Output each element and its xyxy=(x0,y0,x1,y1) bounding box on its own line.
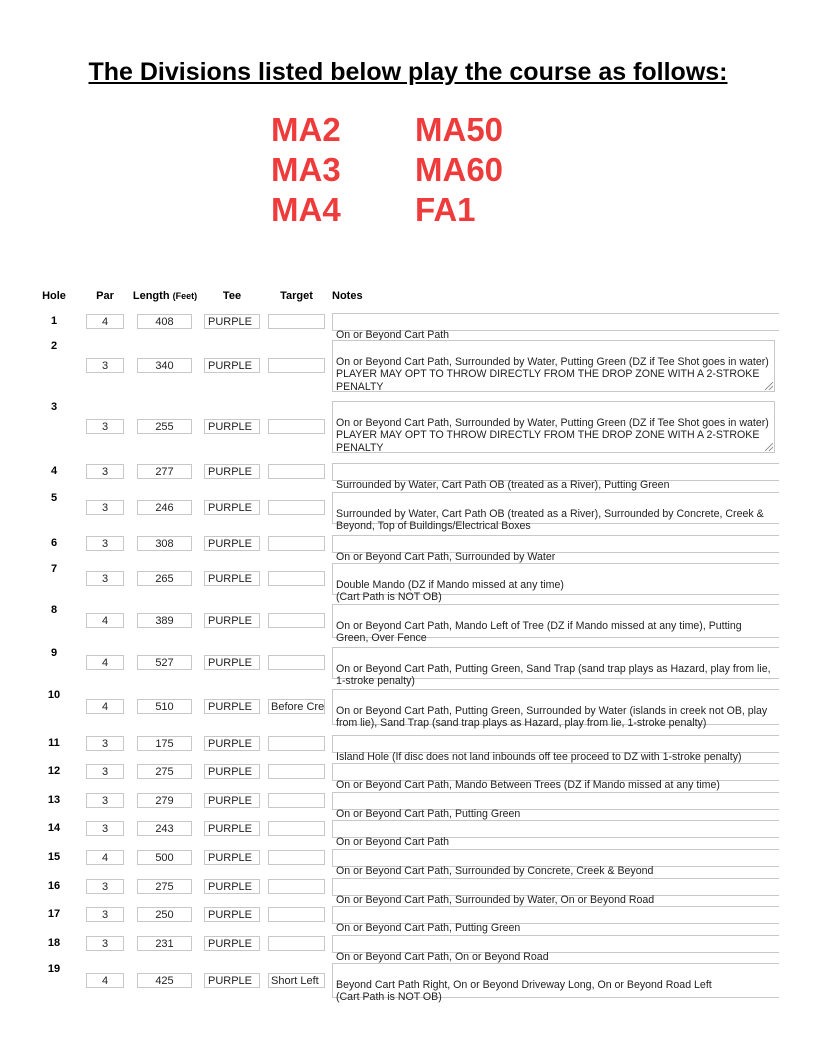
length-field[interactable]: 527 xyxy=(137,655,192,670)
length-field[interactable]: 277 xyxy=(137,464,192,479)
tee-field[interactable]: PURPLE xyxy=(204,314,260,329)
target-field[interactable] xyxy=(268,907,325,922)
notes-field[interactable] xyxy=(332,906,779,934)
notes-field[interactable] xyxy=(332,340,775,392)
target-field[interactable] xyxy=(268,736,325,751)
length-field[interactable]: 275 xyxy=(137,879,192,894)
tee-field[interactable]: PURPLE xyxy=(204,850,260,865)
length-field[interactable]: 243 xyxy=(137,821,192,836)
par-field[interactable]: 3 xyxy=(86,736,124,751)
length-field[interactable]: 500 xyxy=(137,850,192,865)
hole-number: 10 xyxy=(47,689,61,701)
length-field[interactable]: 250 xyxy=(137,907,192,922)
par-field[interactable]: 4 xyxy=(86,613,124,628)
tee-field[interactable]: PURPLE xyxy=(204,358,260,373)
target-field[interactable] xyxy=(268,655,325,670)
target-field[interactable] xyxy=(268,536,325,551)
length-field[interactable]: 175 xyxy=(137,736,192,751)
length-field[interactable]: 510 xyxy=(137,699,192,714)
hole-number: 4 xyxy=(50,465,58,477)
table-row xyxy=(0,849,816,877)
tee-field[interactable]: PURPLE xyxy=(204,699,260,714)
par-field[interactable]: 3 xyxy=(86,464,124,479)
notes-text: On or Beyond Cart Path, Surrounded by Water, On or Beyond Road xyxy=(336,893,655,906)
column-header-tee: Tee xyxy=(222,290,242,302)
tee-field[interactable]: PURPLE xyxy=(204,736,260,751)
notes-text: On or Beyond Cart Path, Surrounded by Concrete, Creek & Beyond xyxy=(336,864,654,877)
par-field[interactable]: 4 xyxy=(86,850,124,865)
divisions-left xyxy=(271,110,341,230)
par-field[interactable]: 3 xyxy=(86,536,124,551)
target-field[interactable] xyxy=(268,879,325,894)
target-field[interactable] xyxy=(268,850,325,865)
hole-number: 5 xyxy=(50,492,58,504)
notes-text: Island Hole (If disc does not land inbounds off tee proceed to DZ with 1-stroke penalty) xyxy=(336,750,742,763)
table-row xyxy=(0,492,816,532)
resize-grip-icon[interactable] xyxy=(765,443,773,451)
hole-number: 11 xyxy=(48,737,60,749)
column-header-notes: Notes xyxy=(332,290,363,302)
par-field[interactable]: 3 xyxy=(86,793,124,808)
notes-field[interactable] xyxy=(332,604,779,644)
tee-field[interactable]: PURPLE xyxy=(204,879,260,894)
target-field[interactable]: Short Left xyxy=(268,973,325,988)
hole-number: 9 xyxy=(50,647,58,659)
division-label: MA2 xyxy=(271,111,341,148)
table-row xyxy=(0,935,816,963)
target-field[interactable] xyxy=(268,500,325,515)
tee-field[interactable]: PURPLE xyxy=(204,936,260,951)
table-row xyxy=(0,401,816,453)
notes-field[interactable] xyxy=(332,313,779,341)
notes-field[interactable] xyxy=(332,401,775,453)
hole-number: 15 xyxy=(47,851,61,863)
par-field[interactable]: 3 xyxy=(86,936,124,951)
page-heading: The Divisions listed below play the course as follows: xyxy=(88,58,728,86)
length-field[interactable]: 308 xyxy=(137,536,192,551)
notes-text: Double Mando (DZ if Mando missed at any time) (Cart Path is NOT OB) xyxy=(336,578,564,603)
hole-number: 6 xyxy=(50,537,58,549)
hole-number: 3 xyxy=(50,401,58,413)
tee-field[interactable]: PURPLE xyxy=(204,821,260,836)
division-label: MA60 xyxy=(415,151,504,188)
target-field[interactable]: Before Cre xyxy=(268,699,325,714)
length-field[interactable]: 246 xyxy=(137,500,192,515)
table-row xyxy=(0,563,816,603)
notes-text: Beyond Cart Path Right, On or Beyond Driveway Long, On or Beyond Road Left (Cart Path is NOT OB) xyxy=(336,978,712,1003)
notes-text: Surrounded by Water, Cart Path OB (treated as a River), Surrounded by Concrete, Creek & Beyond, Top of Buildings/Electrical Boxes xyxy=(336,507,764,532)
notes-text: On or Beyond Cart Path, Surrounded by Water, Putting Green (DZ if Tee Shot goes in water) PLAYER MAY OPT TO THROW DIRECTLY FROM THE DROP ZONE WITH A 2-STROKE PENALTY xyxy=(336,355,769,393)
target-field[interactable] xyxy=(268,464,325,479)
tee-field[interactable]: PURPLE xyxy=(204,464,260,479)
length-field[interactable]: 231 xyxy=(137,936,192,951)
notes-field[interactable] xyxy=(332,535,779,563)
hole-number: 8 xyxy=(50,604,58,616)
notes-field[interactable] xyxy=(332,563,779,603)
column-header-par: Par xyxy=(96,290,114,302)
target-field[interactable] xyxy=(268,793,325,808)
notes-text: On or Beyond Cart Path, Putting Green xyxy=(336,807,521,820)
par-field[interactable]: 4 xyxy=(86,314,124,329)
tee-field[interactable]: PURPLE xyxy=(204,536,260,551)
column-header-target: Target xyxy=(280,290,313,302)
par-field[interactable]: 4 xyxy=(86,655,124,670)
length-field[interactable]: 340 xyxy=(137,358,192,373)
tee-field[interactable]: PURPLE xyxy=(204,500,260,515)
hole-number: 13 xyxy=(47,794,61,806)
table-row xyxy=(0,820,816,848)
tee-field[interactable]: PURPLE xyxy=(204,571,260,586)
tee-field[interactable]: PURPLE xyxy=(204,973,260,988)
table-row xyxy=(0,878,816,906)
length-field[interactable]: 265 xyxy=(137,571,192,586)
par-field[interactable]: 3 xyxy=(86,821,124,836)
tee-field[interactable]: PURPLE xyxy=(204,419,260,434)
table-row xyxy=(0,604,816,644)
tee-field[interactable]: PURPLE xyxy=(204,907,260,922)
target-field[interactable] xyxy=(268,613,325,628)
notes-field[interactable] xyxy=(332,935,779,963)
target-field[interactable] xyxy=(268,571,325,586)
par-field[interactable]: 4 xyxy=(86,973,124,988)
notes-field[interactable] xyxy=(332,963,779,1003)
column-header-length-label: Length xyxy=(132,290,170,302)
par-field[interactable]: 3 xyxy=(86,500,124,515)
notes-field[interactable] xyxy=(332,763,779,791)
notes-field[interactable] xyxy=(332,647,779,687)
notes-field[interactable] xyxy=(332,820,779,848)
length-field[interactable]: 389 xyxy=(137,613,192,628)
column-header-length-unit: (Feet) xyxy=(172,291,198,301)
divisions-right xyxy=(415,110,503,230)
notes-text: On or Beyond Cart Path, Mando Between Trees (DZ if Mando missed at any time) xyxy=(336,778,720,791)
par-field[interactable]: 3 xyxy=(86,879,124,894)
table-row xyxy=(0,792,816,820)
tee-field[interactable]: PURPLE xyxy=(204,655,260,670)
target-field[interactable] xyxy=(268,936,325,951)
par-field[interactable]: 3 xyxy=(86,764,124,779)
notes-text: On or Beyond Cart Path, Putting Green, Surrounded by Water (islands in creek not OB, play from lie), Sand Trap (sand trap plays as Hazard, play from lie, 1-stroke penalty) xyxy=(336,704,768,729)
division-label: MA3 xyxy=(271,151,341,188)
table-row xyxy=(0,340,816,392)
length-field[interactable]: 279 xyxy=(137,793,192,808)
notes-field[interactable] xyxy=(332,492,779,532)
target-field[interactable] xyxy=(268,314,325,329)
par-field[interactable]: 3 xyxy=(86,419,124,434)
division-label: MA50 xyxy=(415,111,504,148)
target-field[interactable] xyxy=(268,419,325,434)
division-label: FA1 xyxy=(415,191,476,228)
table-row xyxy=(0,763,816,791)
notes-text: On or Beyond Cart Path, Putting Green, Sand Trap (sand trap plays as Hazard, play from lie, 1-stroke penalty) xyxy=(336,662,771,687)
column-header-hole: Hole xyxy=(42,290,66,302)
table-row xyxy=(0,535,816,563)
hole-number: 7 xyxy=(50,563,58,575)
target-field[interactable] xyxy=(268,821,325,836)
hole-number: 17 xyxy=(47,908,61,920)
par-field[interactable]: 3 xyxy=(86,907,124,922)
length-field[interactable]: 408 xyxy=(137,314,192,329)
notes-field[interactable] xyxy=(332,878,779,906)
hole-number: 14 xyxy=(47,822,61,834)
target-field[interactable] xyxy=(268,764,325,779)
length-field[interactable]: 425 xyxy=(137,973,192,988)
notes-text: On or Beyond Cart Path, Mando Left of Tree (DZ if Mando missed at any time), Putting Green, Over Fence xyxy=(336,619,742,644)
tee-field[interactable]: PURPLE xyxy=(204,764,260,779)
notes-text: On or Beyond Cart Path xyxy=(336,835,450,848)
table-row xyxy=(0,735,816,763)
column-header-length xyxy=(128,290,202,302)
table-row xyxy=(0,647,816,687)
tee-field[interactable]: PURPLE xyxy=(204,613,260,628)
table-row xyxy=(0,313,816,341)
par-field[interactable]: 3 xyxy=(86,358,124,373)
table-row xyxy=(0,689,816,729)
hole-number: 1 xyxy=(50,315,58,327)
notes-field[interactable] xyxy=(332,792,779,820)
notes-field[interactable] xyxy=(332,689,779,729)
notes-text: Surrounded by Water, Cart Path OB (treated as a River), Putting Green xyxy=(336,478,670,491)
target-field[interactable] xyxy=(268,358,325,373)
table-row xyxy=(0,906,816,934)
notes-text: On or Beyond Cart Path, Putting Green xyxy=(336,921,521,934)
tee-field[interactable]: PURPLE xyxy=(204,793,260,808)
hole-number: 19 xyxy=(47,963,61,975)
par-field[interactable]: 4 xyxy=(86,699,124,714)
notes-field[interactable] xyxy=(332,849,779,877)
hole-number: 12 xyxy=(47,765,61,777)
length-field[interactable]: 255 xyxy=(137,419,192,434)
par-field[interactable]: 3 xyxy=(86,571,124,586)
hole-number: 16 xyxy=(47,880,61,892)
length-field[interactable]: 275 xyxy=(137,764,192,779)
notes-text: On or Beyond Cart Path, On or Beyond Road xyxy=(336,950,549,963)
notes-field[interactable] xyxy=(332,463,779,491)
division-label: MA4 xyxy=(271,191,341,228)
hole-number: 2 xyxy=(50,340,58,352)
resize-grip-icon[interactable] xyxy=(765,382,773,390)
notes-text: On or Beyond Cart Path, Surrounded by Water, Putting Green (DZ if Tee Shot goes in water) PLAYER MAY OPT TO THROW DIRECTLY FROM THE DROP ZONE WITH A 2-STROKE PENALTY xyxy=(336,416,769,454)
table-row xyxy=(0,463,816,491)
hole-number: 18 xyxy=(47,937,61,949)
notes-field[interactable] xyxy=(332,735,779,763)
notes-text: On or Beyond Cart Path, Surrounded by Water xyxy=(336,550,556,563)
table-row xyxy=(0,963,816,1003)
notes-text: On or Beyond Cart Path xyxy=(336,328,450,341)
